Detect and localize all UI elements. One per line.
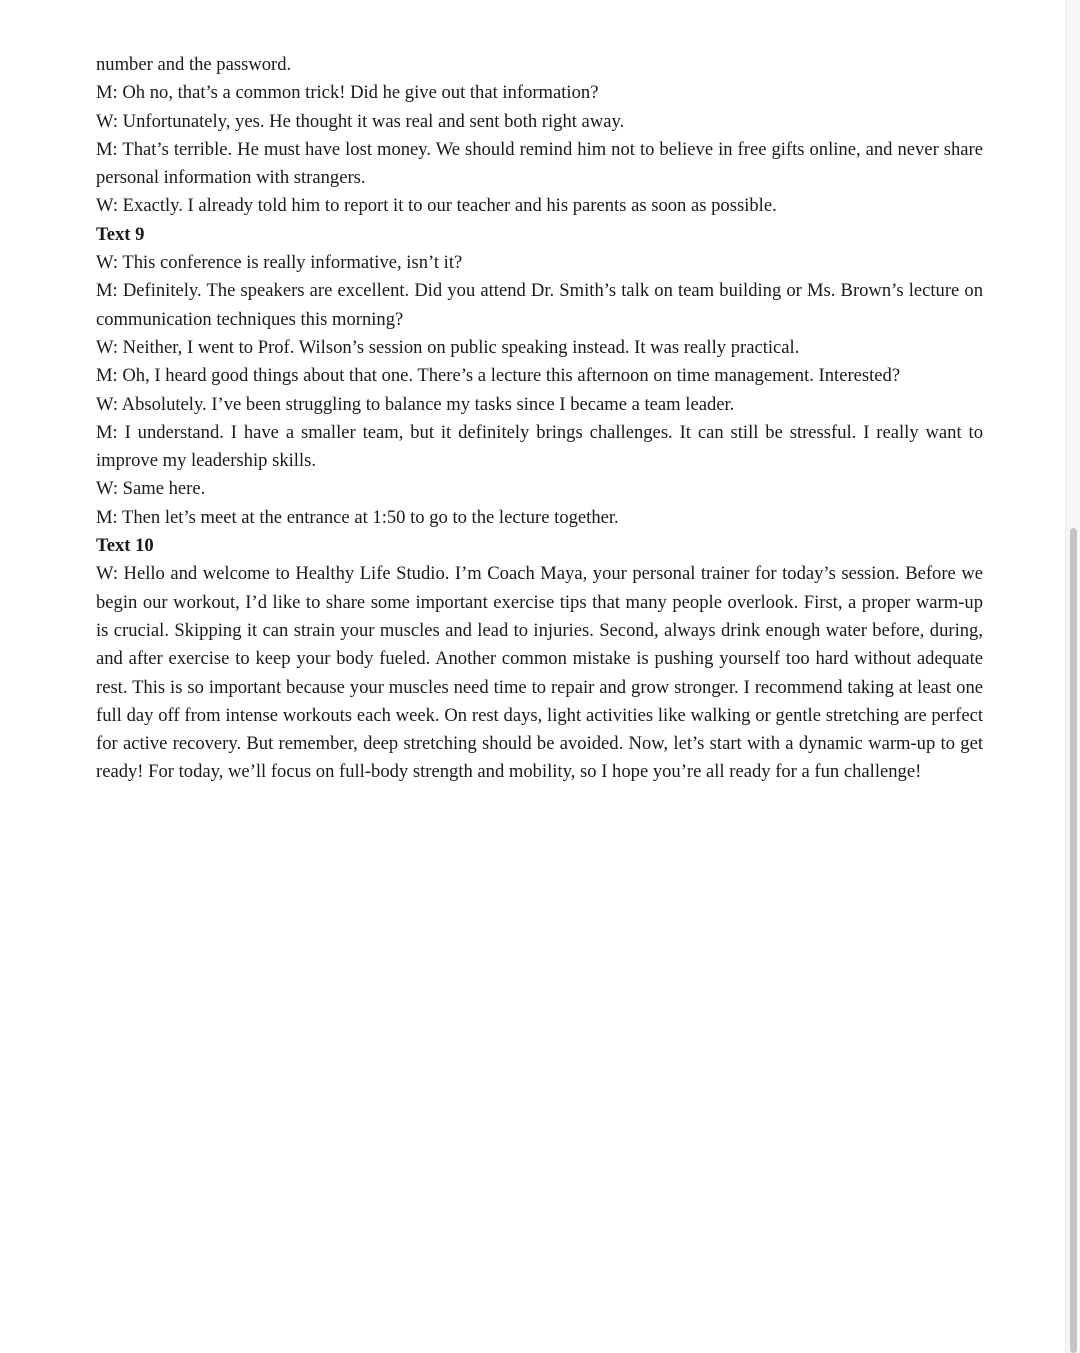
paragraph: W: Unfortunately, yes. He thought it was real and sent both right away. (96, 110, 625, 132)
paragraph: W: Absolutely. I’ve been struggling to balance my tasks since I became a team leader. (96, 393, 735, 415)
paragraph: M: Definitely. The speakers are excellent. Did you attend Dr. Smith’s talk on team building or Ms. Brown’s lecture on communication techniques this morning? (96, 280, 983, 330)
paragraph: W: Neither, I went to Prof. Wilson’s session on public speaking instead. It was really practical. (96, 336, 800, 358)
paragraph: W: Same here. (96, 478, 206, 500)
section-heading-text-10: Text 10 (96, 535, 154, 557)
paragraph: W: This conference is really informative, isn’t it? (96, 252, 463, 274)
section-heading-text-9: Text 9 (96, 223, 145, 245)
paragraph: M: Oh, I heard good things about that one. There’s a lecture this afternoon on time management. Interested? (96, 365, 901, 387)
paragraph: W: Exactly. I already told him to report it to our teacher and his parents as soon as possible. (96, 195, 777, 217)
paragraph: M: I understand. I have a smaller team, but it definitely brings challenges. It can still be stressful. I really want to improve my leadership skills. (96, 421, 983, 472)
paragraph: M: Then let’s meet at the entrance at 1:50 to go to the lecture together. (96, 506, 619, 528)
paragraph: M: Oh no, that’s a common trick! Did he give out that information? (96, 82, 599, 104)
scrollbar-thumb[interactable] (1070, 528, 1077, 1353)
paragraph: M: That’s terrible. He must have lost money. We should remind him not to believe in free gifts online, and never share personal information with strangers. (96, 138, 983, 189)
scrollbar-track[interactable] (1065, 0, 1080, 1353)
document-body (96, 51, 983, 787)
paragraph: number and the password. (96, 54, 292, 75)
paragraph: W: Hello and welcome to Healthy Life Studio. I’m Coach Maya, your personal trainer for today’s session. Before we begin our workout, I’d like to share some important exercise tips that many people overlook. First, a proper warm-up is crucial. Skipping it can strain your muscles and lead to injuries. Second, always drink enough water before, during, and after exercise to keep your body fueled. Another common mistake is pushing yourself too hard without adequate rest. This is so important because your muscles need time to repair and grow stronger. I recommend taking at least one full day off from intense workouts each week. On rest days, light activities like walking or gentle stretching are perfect for active recovery. But remember, deep stretching should be avoided. Now, let’s start with a dynamic warm-up to get ready! For today, we’ll focus on full-body strength and mobility, so I hope you’re all ready for a fun challenge! (96, 563, 983, 783)
